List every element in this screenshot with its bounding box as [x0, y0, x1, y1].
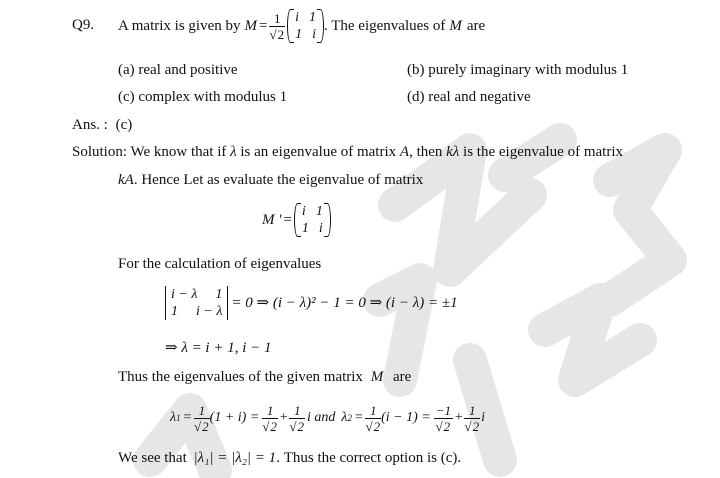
fraction-numerator: 1 — [269, 12, 285, 27]
question-tail: . The eigenvalues of — [324, 17, 446, 34]
question-matrix: i 1 1 i — [287, 9, 324, 43]
fraction-denominator: 2 — [277, 26, 285, 42]
option-c: (c) complex with modulus 1 — [118, 89, 288, 105]
option-a: (a) real and positive — [118, 62, 238, 78]
lambda-equations: λ 1 = $\frac{1}{√2}$ (1 + i) = $\frac{1}{√2}$ + $\frac{1}{√2}$ i and λ 2 = $\frac{1}{√2}$ (i − 1) = $\frac{-1}{√2}$ + $\frac{1}{√2}$ i — [170, 402, 485, 434]
option-d: (d) real and negative — [407, 89, 531, 105]
question-tail-var: M — [449, 17, 462, 34]
lambda-symbol: λ — [230, 144, 237, 160]
question-eq: = — [259, 17, 268, 34]
mprime-matrix: i 1 1 i — [294, 203, 331, 237]
determinant-rhs: = 0 ⇒ (i − λ)² − 1 = 0 ⇒ (i − λ) = ±1 — [231, 294, 458, 311]
modulus-equation: |λ₁| = |λ₂| = 1 — [193, 450, 277, 466]
mprime-equation: M ' = i 1 1 i — [262, 199, 331, 241]
final-line: We see that |λ₁| = |λ₂| = 1. Thus the correct option is (c). — [118, 450, 462, 466]
solution-line-1: Solution: We know that if λ is an eigenvalue of matrix A, then kλ is the eigenvalue of matrix — [72, 144, 623, 160]
question-text: A matrix is given by — [118, 17, 241, 34]
answer-label: Ans. : — [72, 117, 108, 133]
question-number: Q9. — [72, 17, 95, 33]
solution-line-2: kA. Hence Let as evaluate the eigenvalue of matrix — [118, 172, 424, 188]
determinant-equation — [165, 283, 458, 323]
eigenvalue-result: ⇒ λ = i + 1, i − 1 — [165, 340, 272, 356]
answer-line — [72, 118, 132, 133]
answer-value: (c) — [115, 117, 133, 133]
question-stem — [118, 6, 485, 46]
question-var: M — [244, 17, 257, 34]
option-b: (b) purely imaginary with modulus 1 — [407, 62, 629, 78]
solution-heading: Solution: — [72, 144, 128, 160]
question-tail-end: are — [466, 17, 486, 34]
mprime-label: M ' — [262, 211, 282, 228]
determinant: i − λ 1 1 i − λ — [165, 286, 228, 320]
thus-line: Thus the eigenvalues of the given matrix M are — [118, 369, 412, 385]
question-fraction: $\frac{1}{√2}$ — [269, 10, 285, 42]
calc-heading: For the calculation of eigenvalues — [118, 256, 322, 272]
